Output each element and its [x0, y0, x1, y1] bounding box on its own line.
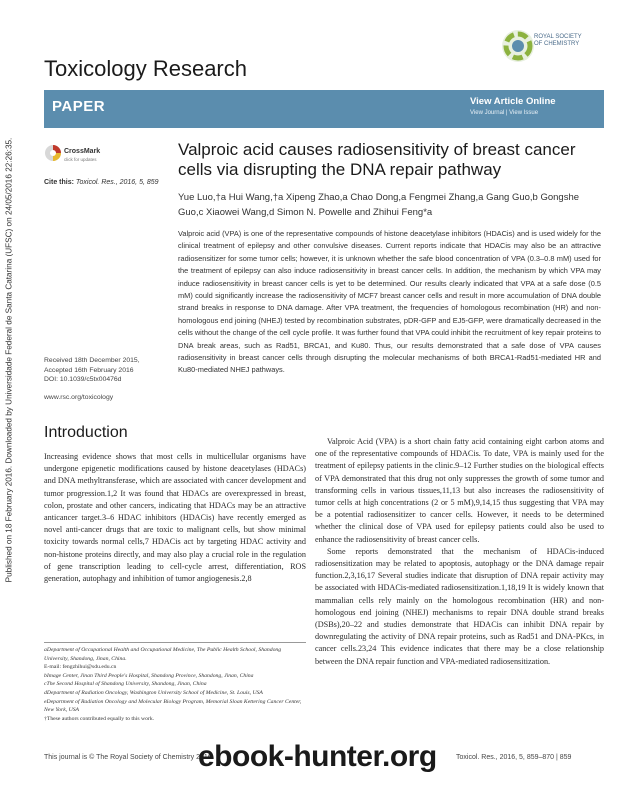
body-column-right [315, 436, 604, 668]
citation [44, 179, 159, 186]
accepted-date: Accepted 16th February 2016 [44, 366, 134, 374]
affiliations [44, 646, 306, 723]
download-stamp-text: Published on 18 February 2016. Downloaded by Universidade Federal de Santa Catarina (UFSC) on 24/05/2016 22:26:35. [4, 137, 14, 583]
affiliation-c: cThe Second Hospital of Shandong University, Shandong, Jinan, China [44, 681, 207, 688]
footer-page-ref: Toxicol. Res., 2016, 5, 859–870 | 859 [456, 754, 572, 761]
section-heading: Introduction [44, 424, 128, 441]
watermark-text: ebook-hunter.org [198, 740, 437, 773]
affiliation-d: dDepartment of Radiation Oncology, Washington University School of Medicine, St. Louis, USA [44, 689, 263, 696]
abstract: Valproic acid (VPA) is one of the representative compounds of histone deacetylase inhibitors (HDACis) and is used widely for the clinical treatment of epilepsy and other convulsive diseases. Current reports indicate that HDACis may also be an attractive radiosensitizer for some tumor cells; however, it is unknown whether the safe blood concentration of VPA (0.3–0.8 mM) used for the treatment of epilepsy can also induce radiosensitivity in breast cancer cells. In addition, the mechanism by which VPA may induce radiosensitivity in breast cancer cells is yet to be determined. Our results clearly indicated that VPA at a safe dose (0.5 mM) could significantly increase the radiosensitivity of MCF7 breast cancer cells and result in more accumulation of DNA double strand breaks in response to DNA damage. After VPA treatment, the frequencies of homologous recombination (HR) and non-homologous end joining (NHEJ) tested by recombination substrates, pDR-GFP and EJ5-GFP, were dramatically decreased in the cells without the change of the cell cycle profile. It was further found that VPA could inhibit the recruitment of key repair proteins to DNA break areas, such as Rad51, BRCA1, and Ku80. Thus, our results demonstrated that a safe dose of VPA causes radiosensitivity in breast cancer cells through disrupting the molecular mechanisms of both BRCA1-Rad51-mediated HR and Ku80-mediated NHEJ pathways. [178, 229, 601, 375]
cite-ref: Toxicol. Res., 2016, 5, 859 [75, 179, 159, 186]
cite-prefix: Cite this: [44, 179, 74, 186]
journal-name[interactable]: Toxicology Research [44, 56, 247, 81]
article-dates [44, 356, 174, 385]
crossmark-sub[interactable]: click for updates [64, 157, 97, 162]
crossmark-label[interactable]: CrossMark [64, 148, 101, 155]
equal-contribution-note: †These authors contributed equally to this work. [44, 715, 155, 722]
journal-website-link[interactable]: www.rsc.org/toxicology [44, 394, 114, 401]
body-column-left [44, 451, 306, 585]
received-date: Received 18th December 2015, [44, 357, 140, 364]
download-stamp [2, 40, 16, 680]
affiliation-a: aDepartment of Occupational Health and Occupational Medicine, The Public Health School, Shandong University, Shandong, Jinan, China. [44, 647, 282, 662]
footnote-divider [44, 642, 306, 643]
footer-copyright: This journal is © The Royal Society of Chemistry 2016 [44, 754, 212, 761]
view-article-online-link[interactable]: View Article Online [470, 96, 556, 107]
article-title: Valproic acid causes radiosensitivity of breast cancer cells via disrupting the DNA repair pathway [178, 140, 576, 179]
body-paragraph: Some reports demonstrated that the mechanism of HDACis-induced radiosensitization may be related to apoptosis, autophagy or the DNA damage repair function.2,3,16,17 Several studies indicate that disruption of DNA repair activity may be associated with HDACis-mediated radiosensitization.1,18,19 It is widely known that mammalian cells rely mainly on the homologous recombination (HR) and non-homologous end joining (NHEJ) mechanisms to repair DNA double strand breaks (DSBs),20–22 and studies demonstrate that HDACis can inhibit DNA repair by downregulating the activity of DNA repair proteins, such as Rad51 and DNA-PKcs, in cancer cells.23,24 This evidence indicates that there may be a close relationship between the DNA repair function and VPA-mediated radiosensitization. [315, 546, 604, 666]
body-paragraph: Valproic Acid (VPA) is a short chain fatty acid containing eight carbon atoms and one of the representative compounds of HDACis. To date, VPA is mainly used for the treatment of epilepsy patients in the clinic.9–12 Further studies on the biological effects of VPA demonstrated that this drug not only suppresses the growth of some tumor and transforming cells in various tissues,11,13 but also increases the radiosensitivity of tumor cells at high concentrations (2 or 5 mM),9,14,15 thus suggesting that VPA may be a potential radiosensitizer to cancer cells. However, it needs to be determined whether the clinical dose of VPA used for epilepsy patients could also be used to enhance the radiosensitivity of breast cancer cells. [315, 437, 604, 544]
author-list: Yue Luo,†a Hui Wang,†a Xipeng Zhao,a Chao Dong,a Fengmei Zhang,a Gang Guo,b Gongshe Guo,c Xiaowei Wang,d Simon N. Powelle and Zhihui Feng*a [178, 192, 580, 218]
affiliation-e: eDepartment of Radiation Oncology and Molecular Biology Program, Memorial Sloan Kettering Cancer Center, New York, USA [44, 698, 302, 714]
crossmark-icon[interactable] [44, 144, 62, 162]
rsc-logo-icon[interactable] [498, 20, 578, 80]
journal-issue-links[interactable]: View Journal | View Issue [470, 110, 539, 116]
body-paragraph: Increasing evidence shows that most cells in multicellular organisms have undergone epigenetic modifications caused by histone deacetylases (HDACs) and DNA methyltransferase, which are associated with cancer development and tumor progression.1,2 It was found that HDACs are overexpressed in breast, colon, prostate and other cancers, indicating that HDACs may be an attractive anticancer target.3–6 HDAC inhibitors (HDACis) have recently emerged as novel anti-cancer drugs that are toxic to malignant cells, but show minimal toxicity towards normal cells,7 HDACis act by targeting HDAC activity and non-histone proteins directly, and may also play a crucial role in the regulation of gene transcription leading to cell-cycle arrest, differentiation, ROS generation, autophagy and inhibition of tumor angiogenesis.2,8 [44, 452, 306, 584]
doi[interactable]: DOI: 10.1039/c5tx00476d [44, 376, 122, 384]
article-type-label: PAPER [52, 98, 106, 115]
affiliation-b: bImage Center, Jinan Third People's Hospital, Shandong Province, Shandong, Jinan, China [44, 672, 254, 679]
rsc-logo-text: ROYAL SOCIETY OF CHEMISTRY [534, 34, 582, 47]
corresponding-email[interactable]: E-mail: fengzhihui@sdu.edu.cn [44, 664, 117, 671]
